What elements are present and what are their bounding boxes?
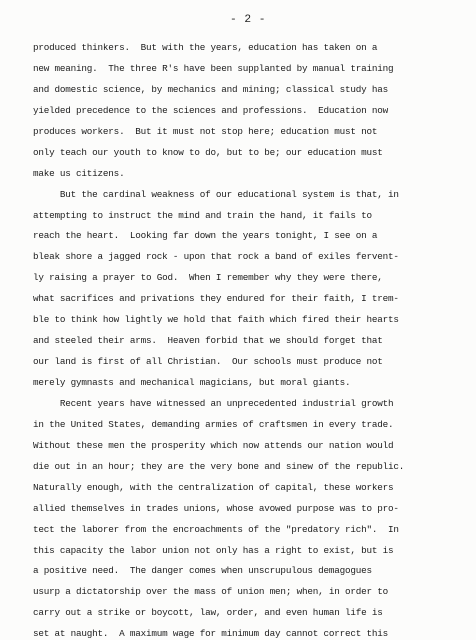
text-line: Naturally enough, with the centralization of capital, these workers: [33, 481, 394, 493]
text-line: ble to think how lightly we hold that faith which fired their hearts: [33, 314, 399, 326]
text-line: attempting to instruct the mind and train the hand, it fails to: [33, 209, 372, 221]
text-line: yielded precedence to the sciences and professions. Education now: [33, 104, 389, 116]
text-line: Without these men the prosperity which now attends our nation would: [33, 439, 394, 451]
text-line: this capacity the labor union not only has a right to exist, but is: [33, 544, 394, 556]
text-line: Recent years have witnessed an unprecedented industrial growth: [33, 397, 394, 409]
text-line: produced thinkers. But with the years, education has taken on a: [33, 42, 378, 53]
paragraph: [33, 38, 473, 185]
text-line: make us citizens.: [33, 167, 125, 179]
page-number: - 2 -: [229, 14, 267, 26]
paragraph: [33, 185, 473, 394]
text-line: produces workers. But it must not stop here; education must not: [33, 125, 378, 137]
text-line: usurp a dictatorship over the mass of union men; when, in order to: [33, 586, 389, 598]
paragraph: [33, 394, 473, 640]
text-line: what sacrifices and privations they endured for their faith, I trem-: [33, 293, 399, 305]
text-line: new meaning. The three R's have been supplanted by manual training: [33, 62, 394, 74]
text-line: our land is first of all Christian. Our schools must produce not: [33, 356, 383, 368]
text-line: set at naught. A maximum wage for minimum day cannot correct this: [33, 628, 389, 640]
text-line: bleak shore a jagged rock - upon that rock a band of exiles fervent-: [33, 251, 399, 263]
text-line: and domestic science, by mechanics and mining; classical study has: [33, 83, 389, 95]
text-line: and steeled their arms. Heaven forbid that we should forget that: [33, 335, 383, 347]
text-line: carry out a strike or boycott, law, order, and even human life is: [33, 607, 383, 619]
document-body: [33, 38, 473, 640]
text-line: tect the laborer from the encroachments of the "predatory rich". In: [33, 523, 399, 535]
text-line: But the cardinal weakness of our educational system is that, in: [33, 188, 399, 200]
text-line: only teach our youth to know to do, but to be; our education must: [33, 146, 383, 158]
text-line: allied themselves in trades unions, whose avowed purpose was to pro-: [33, 502, 399, 514]
text-line: merely gymnasts and mechanical magicians, but moral giants.: [33, 377, 351, 388]
text-line: ly raising a prayer to God. When I remember why they were there,: [33, 272, 383, 284]
text-line: a positive need. The danger comes when unscrupulous demagogues: [33, 565, 372, 577]
text-line: die out in an hour; they are the very bone and sinew of the republic.: [33, 460, 405, 472]
text-line: reach the heart. Looking far down the years tonight, I see on a: [33, 230, 378, 242]
text-line: in the United States, demanding armies of craftsmen in every trade.: [33, 418, 394, 430]
